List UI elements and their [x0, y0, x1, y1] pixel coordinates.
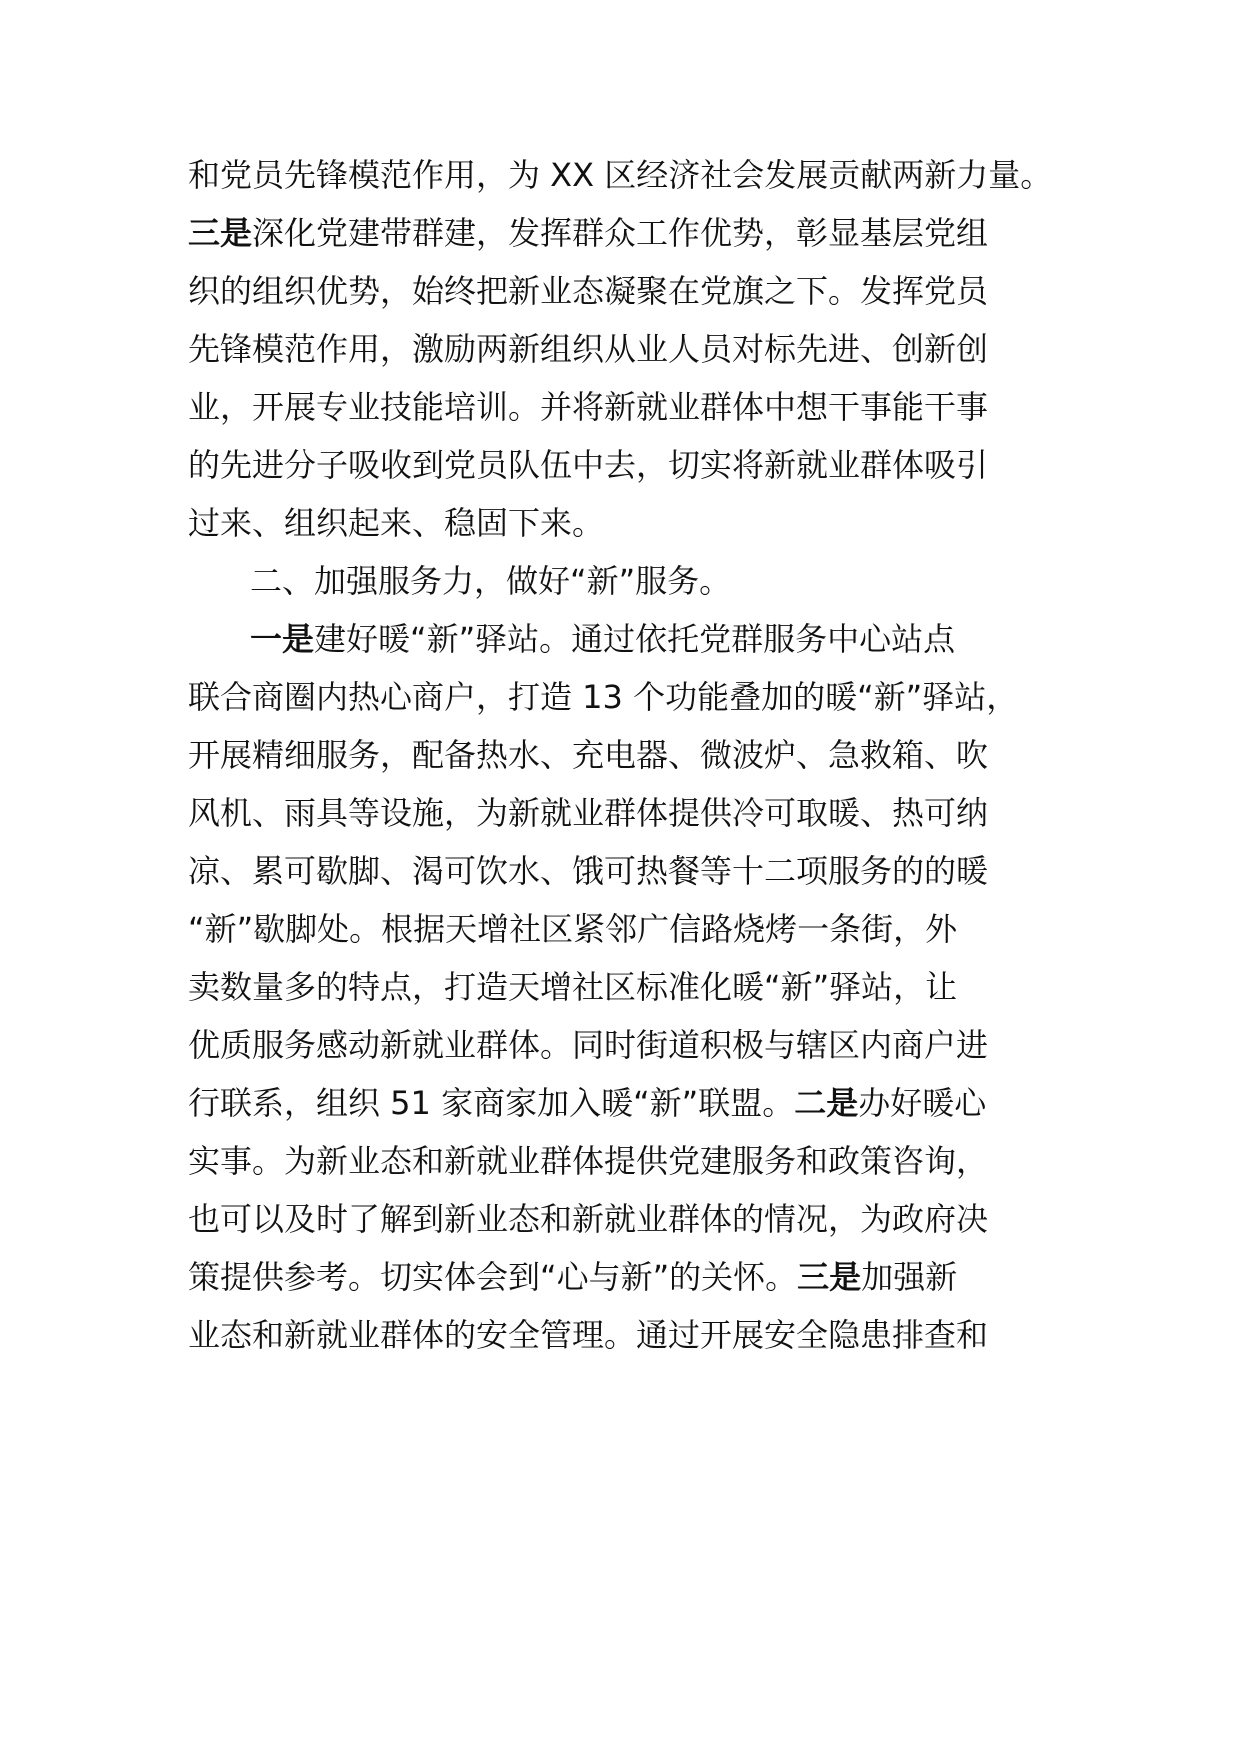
text-line: 优质服务感动新就业群体。同时街道积极与辖区内商户进 [188, 1026, 989, 1064]
text-line: 的先进分子吸收到党员队伍中去，切实将新就业群体吸引 [188, 446, 989, 484]
text-line: 三是深化党建带群建，发挥群众工作优势，彰显基层党组 [188, 214, 989, 252]
emphasis-label: 三是 [797, 1258, 862, 1296]
emphasis-label: 二是 [794, 1084, 859, 1122]
text-line: 一是建好暖“新”驿站。通过依托党群服务中心站点 [250, 620, 956, 658]
emphasis-label: 一是 [250, 620, 315, 658]
text-line: “新”歇脚处。根据天增社区紧邻广信路烧烤一条街，外 [188, 910, 958, 948]
text-line: 凉、累可歇脚、渴可饮水、饿可热餐等十二项服务的的暖 [188, 852, 989, 890]
text-line: 织的组织优势，始终把新业态凝聚在党旗之下。发挥党员 [188, 272, 989, 310]
text-line: 和党员先锋模范作用，为 XX 区经济社会发展贡献两新力量。 [188, 156, 1053, 194]
text-line: 联合商圈内热心商户，打造 13 个功能叠加的暖“新”驿站， [188, 678, 1019, 716]
text-line: 行联系，组织 51 家商家加入暖“新”联盟。二是办好暖心 [188, 1084, 987, 1122]
text-line: 策提供参考。切实体会到“心与新”的关怀。三是加强新 [188, 1258, 958, 1296]
text-line: 业态和新就业群体的安全管理。通过开展安全隐患排查和 [188, 1316, 989, 1354]
text-line: 实事。为新业态和新就业群体提供党建服务和政策咨询， [188, 1142, 989, 1180]
emphasis-label: 三是 [188, 214, 253, 252]
text-line: 过来、组织起来、稳固下来。 [188, 504, 605, 542]
text-line: 卖数量多的特点，打造天增社区标准化暖“新”驿站，让 [188, 968, 958, 1006]
text-line: 也可以及时了解到新业态和新就业群体的情况，为政府决 [188, 1200, 989, 1238]
text-line: 风机、雨具等设施，为新就业群体提供冷可取暖、热可纳 [188, 794, 989, 832]
text-line: 业，开展专业技能培训。并将新就业群体中想干事能干事 [188, 388, 989, 426]
text-line: 先锋模范作用，激励两新组织从业人员对标先进、创新创 [188, 330, 989, 368]
text-line: 开展精细服务，配备热水、充电器、微波炉、急救箱、吹 [188, 736, 989, 774]
section-heading: 二、加强服务力，做好“新”服务。 [250, 562, 732, 600]
